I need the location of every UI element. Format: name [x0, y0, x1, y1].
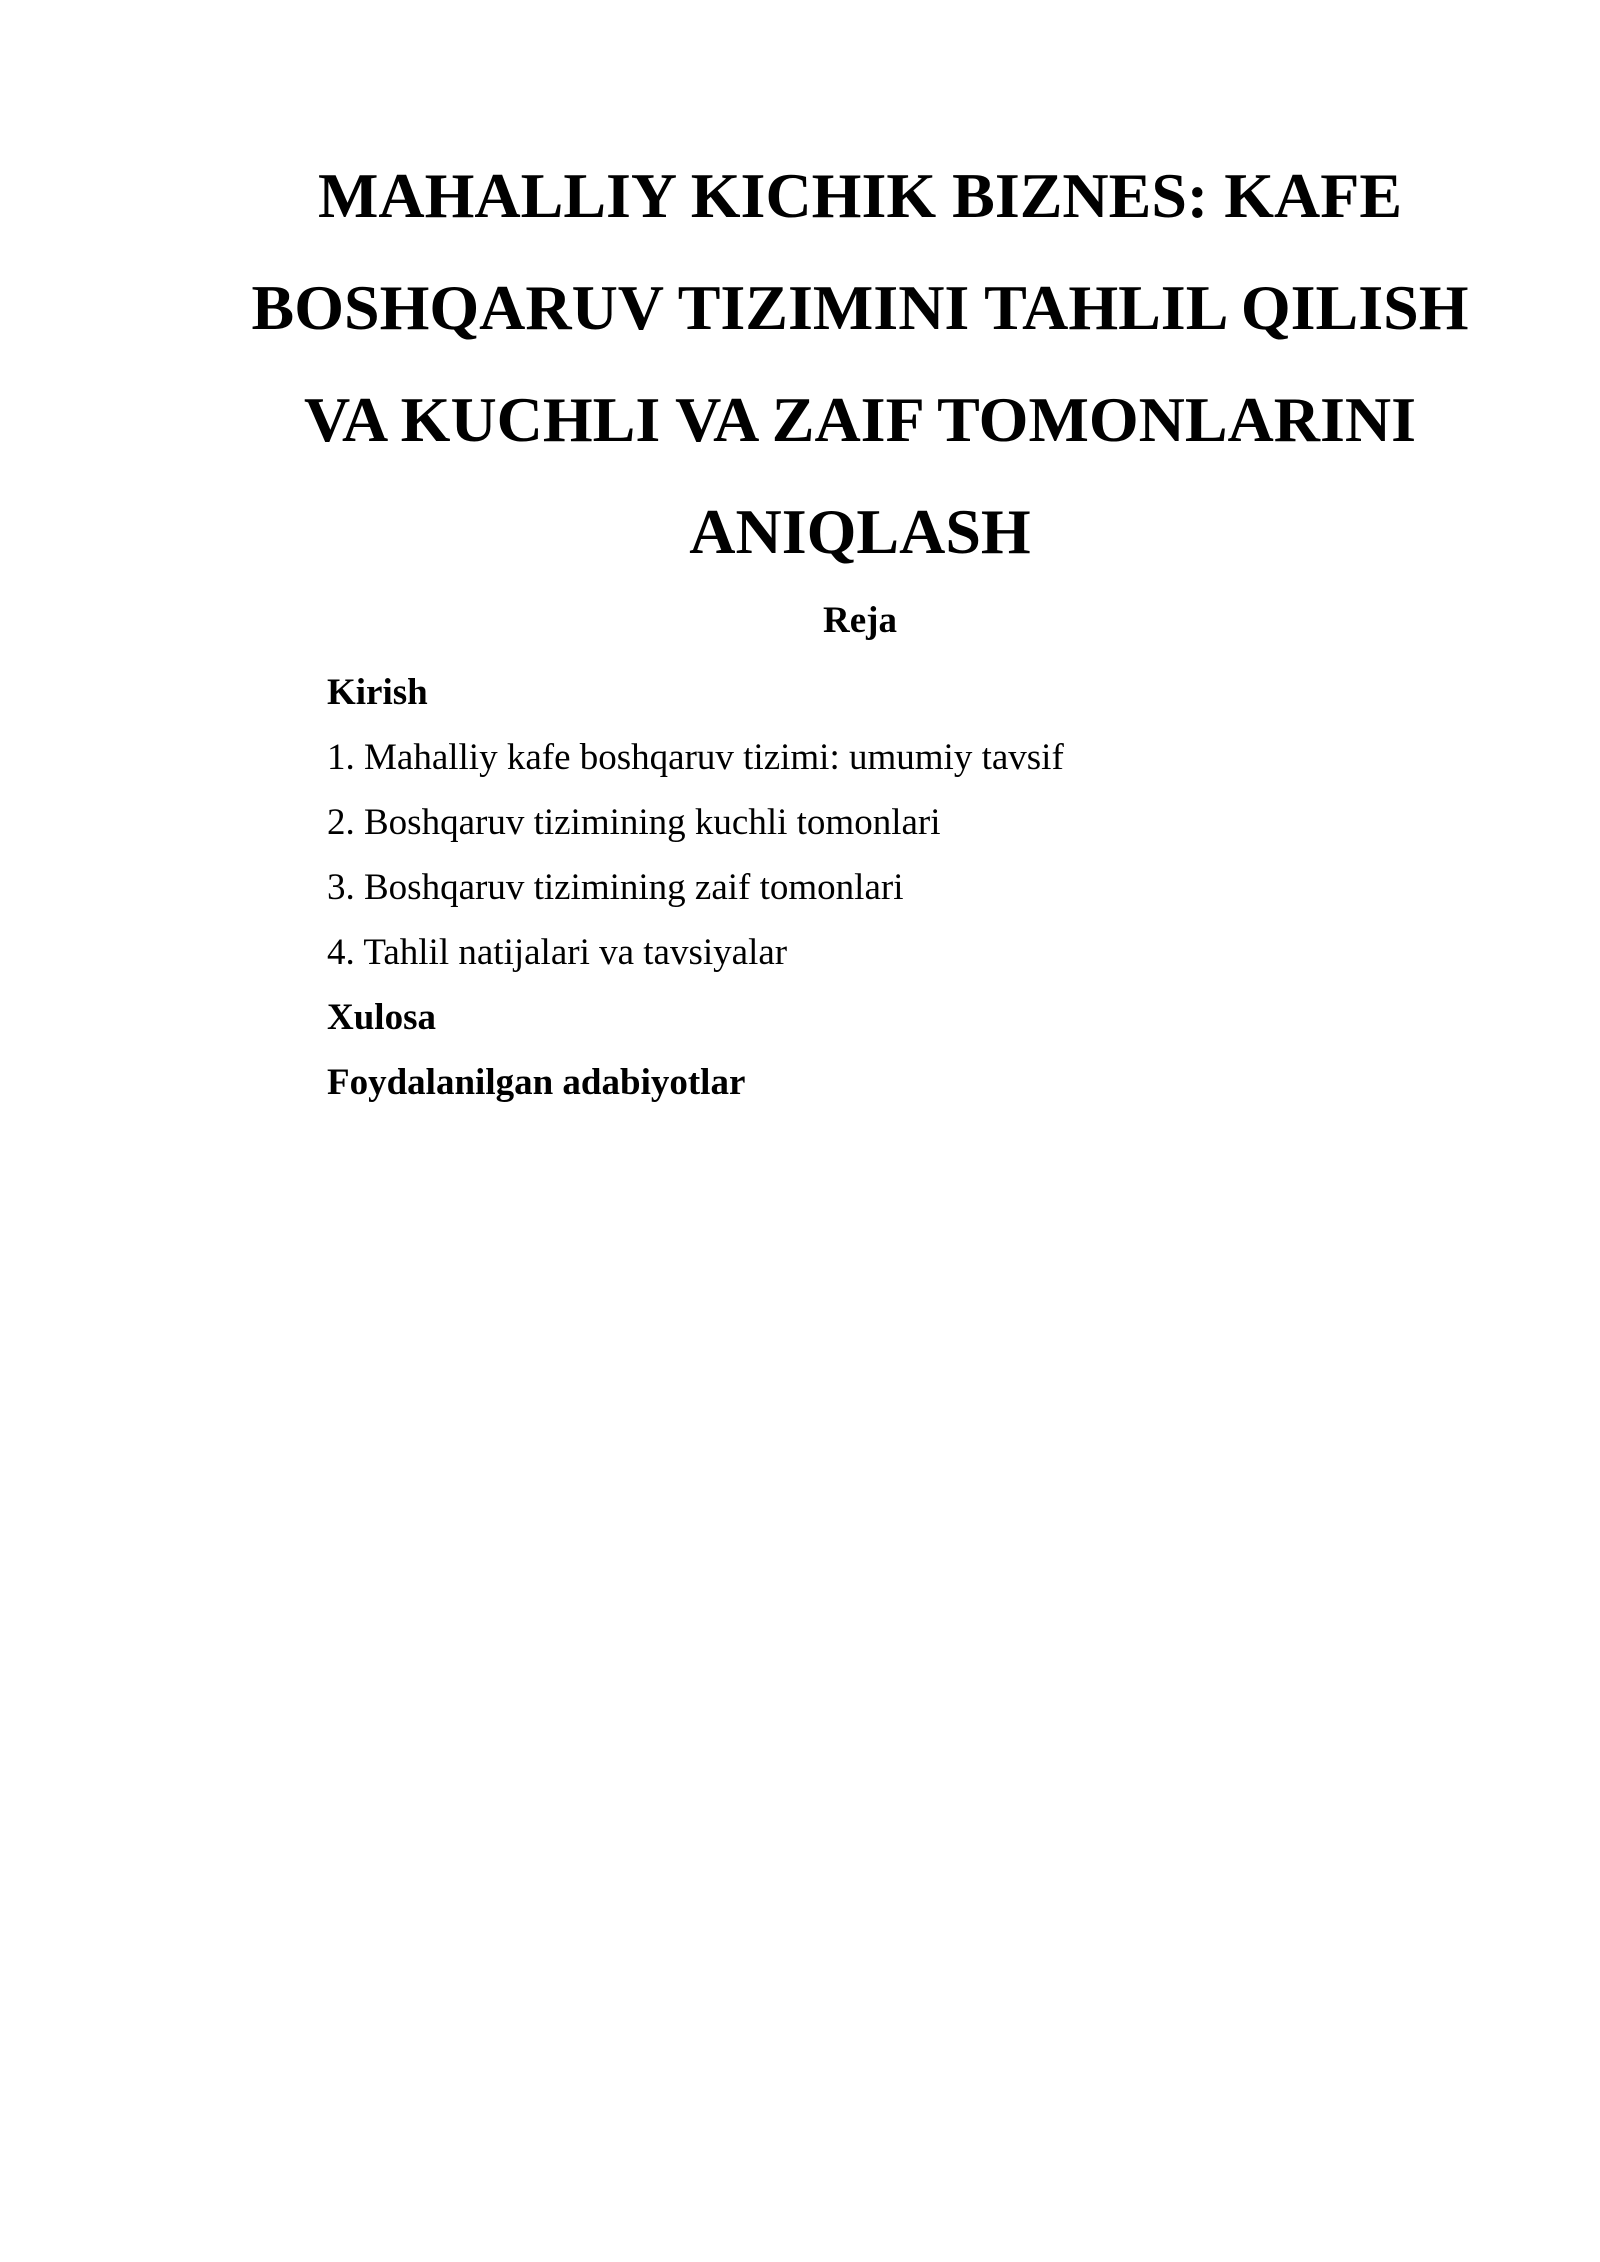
title-line: BOSHQARUV TIZIMINI TAHLIL QILISH: [251, 272, 1469, 343]
toc-item: 2. Boshqaruv tizimining kuchli tomonlari: [327, 802, 941, 843]
toc-item: 4. Tahlil natijalari va tavsiyalar: [327, 932, 788, 973]
document-title: [200, 140, 1520, 588]
toc-conclusion: Xulosa: [327, 997, 436, 1038]
toc-item: 1. Mahalliy kafe boshqaruv tizimi: umumiy tavsif: [327, 737, 1064, 778]
table-of-contents: [327, 660, 1427, 1115]
toc-references: Foydalanilgan adabiyotlar: [327, 1062, 746, 1103]
toc-item: 3. Boshqaruv tizimining zaif tomonlari: [327, 867, 904, 908]
title-line: VA KUCHLI VA ZAIF TOMONLARINI: [304, 384, 1416, 455]
plan-heading: Reja: [823, 600, 897, 641]
toc-intro: Kirish: [327, 672, 428, 713]
title-line: ANIQLASH: [689, 496, 1031, 567]
title-line: MAHALLIY KICHIK BIZNES: KAFE: [318, 160, 1402, 231]
